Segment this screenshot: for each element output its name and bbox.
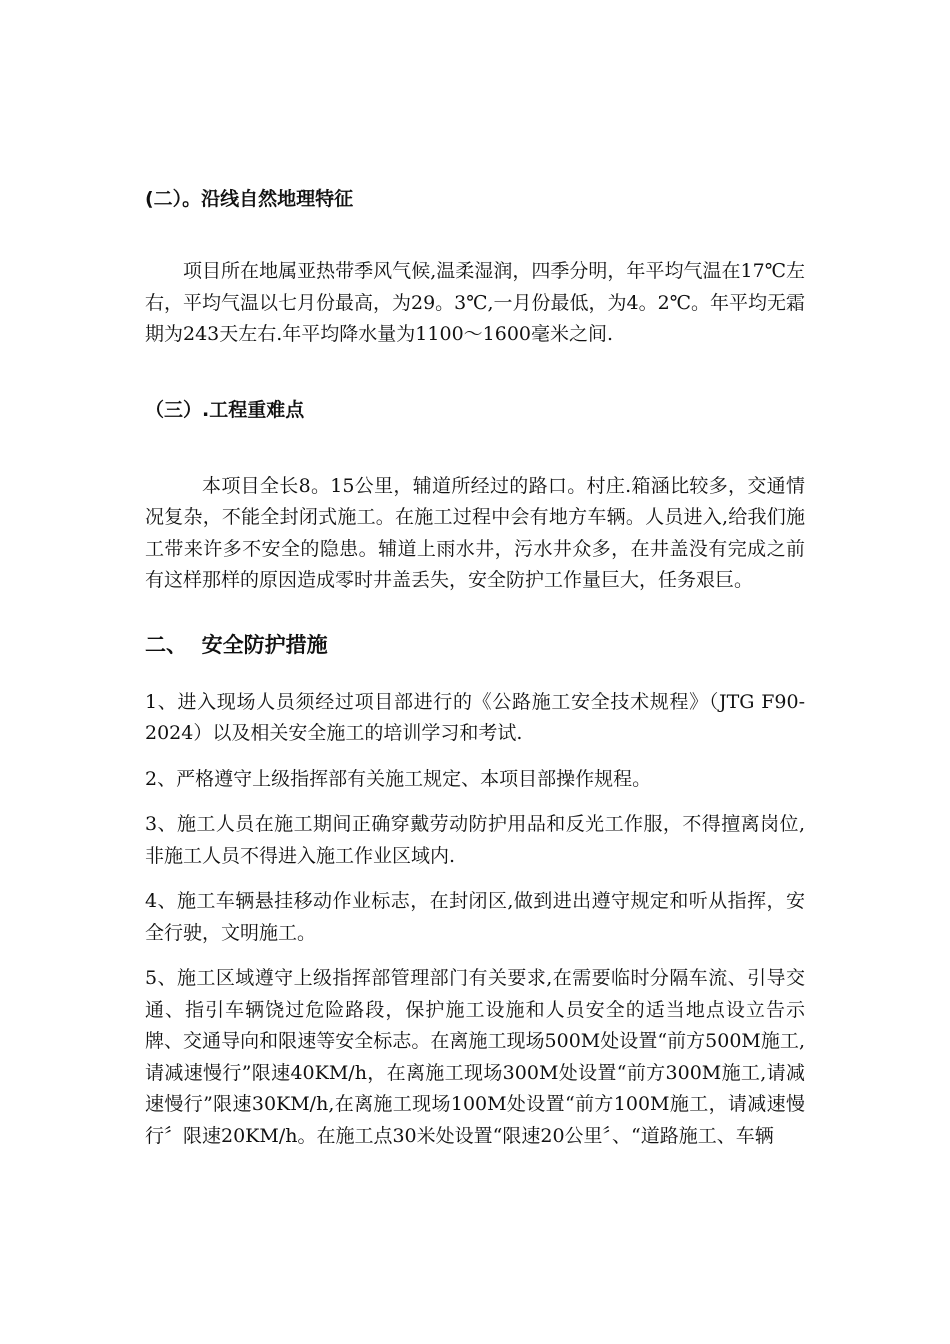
section-heading-natural-geography: (二）。沿线自然地理特征 [145,188,354,210]
measure-item-1: 1、进入现场人员须经过项目部进行的《公路施工安全技术规程》（JTG F90-2024）以及相关安全施工的培训学习和考试. [145,690,805,744]
measure-item-3: 3、施工人员在施工期间正确穿戴劳动防护用品和反光工作服，不得擅离岗位,非施工人员不得进入施工作业区域内. [145,813,805,867]
document-page [145,132,805,1152]
main-heading-safety-measures: 二、 安全防护措施 [145,632,328,657]
measure-item-4: 4、施工车辆悬挂移动作业标志，在封闭区,做到进出遵守规定和听从指挥，安全行驶，文明施工。 [145,890,805,944]
measure-item-2: 2、严格遵守上级指挥部有关施工规定、本项目部操作规程。 [145,767,652,790]
difficulty-paragraph: 本项目全长8。15公里，辅道所经过的路口。村庄.箱涵比较多，交通情况复杂，不能全封闭式施工。在施工过程中会有地方车辆。人员进入,给我们施工带来许多不安全的隐患。辅道上雨水井，污水井众多，在井盖没有完成之前有这样那样的原因造成零时井盖丢失，安全防护工作量巨大，任务艰巨。 [145,474,805,591]
measure-item-5: 5、施工区域遵守上级指挥部管理部门有关要求,在需要临时分隔车流、引导交通、指引车辆饶过危险路段，保护施工设施和人员安全的适当地点设立告示牌、交通导向和限速等安全标志。在离施工现场500M处设置“前方500M施工,请减速慢行”限速40KM/h，在离施工现场300M处设置“前方300M施工,请减速慢行”限速30KM/h,在离施工现场100M处设置“前方100M施工，请减速慢行〞限速20KM/h。在施工点30米处设置“限速20公里〞、“道路施工、车辆 [145,967,805,1147]
climate-paragraph: 项目所在地属亚热带季风气候,温柔湿润，四季分明，年平均气温在17℃左右，平均气温以七月份最高，为29。3℃,一月份最低，为4。2℃。年平均无霜期为243天左右.年平均降水量为1100～1600毫米之间. [145,260,805,345]
section-heading-key-difficulties: （三）.工程重难点 [145,398,305,421]
